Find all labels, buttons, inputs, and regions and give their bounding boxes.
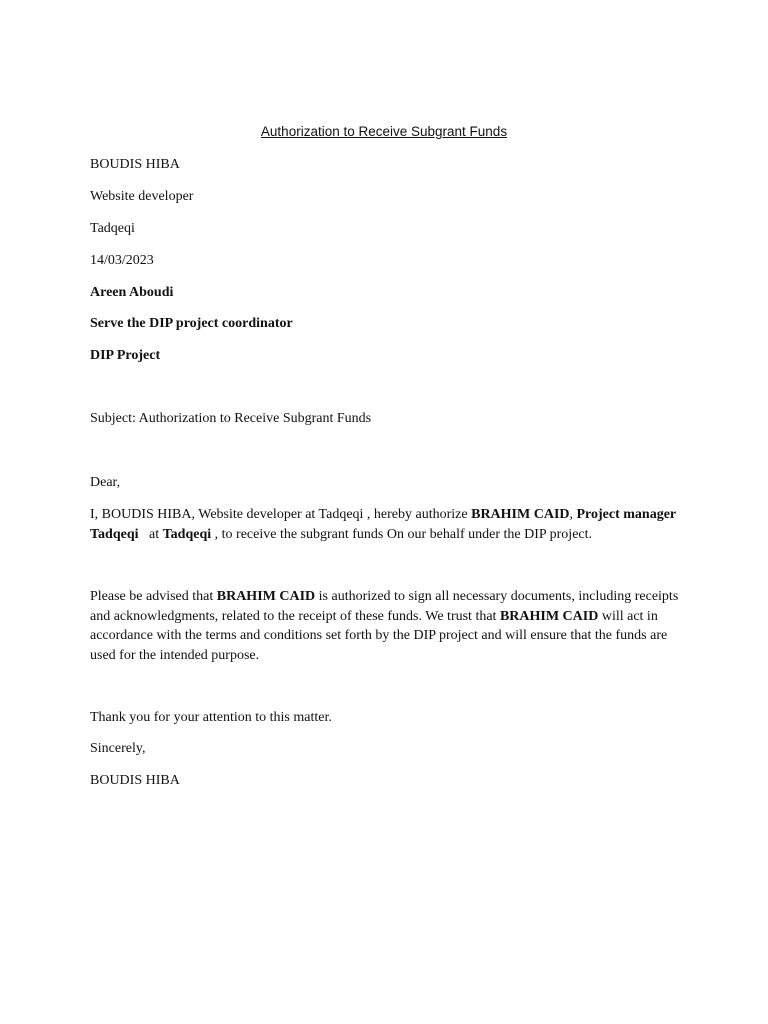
salutation: Dear, xyxy=(90,475,121,490)
sender-name: BOUDIS HIBA xyxy=(90,157,180,172)
paragraph-advisory xyxy=(90,587,680,665)
recipient-role: Serve the DIP project coordinator xyxy=(90,316,293,331)
para1-text-1: I, BOUDIS HIBA, Website developer at Tadqeqi , hereby authorize xyxy=(90,507,472,522)
para1-authorized-role: Project manager Tadqeqi xyxy=(90,507,676,542)
para2-authorized-person-2: BRAHIM CAID xyxy=(499,608,599,624)
thanks-line: Thank you for your attention to this matter. xyxy=(90,710,332,725)
sender-organization: Tadqeqi xyxy=(90,221,135,236)
para1-organization: Tadqeqi xyxy=(162,526,212,542)
recipient-project: DIP Project xyxy=(90,348,161,363)
letter-date: 14/03/2023 xyxy=(90,253,154,268)
paragraph-authorization xyxy=(90,505,680,544)
para2-text-2: is authorized to sign all necessary documents, including receipts and acknowledgments, related to the receipt of these funds. We trust that xyxy=(90,589,679,624)
recipient-name: Areen Aboudi xyxy=(90,285,174,300)
document-title: Authorization to Receive Subgrant Funds xyxy=(260,124,508,139)
para2-text-3: will act in accordance with the terms and conditions set forth by the DIP project and will ensure that the funds are used for the intended purpose. xyxy=(90,608,668,663)
closing-line: Sincerely, xyxy=(90,741,146,756)
signature-name: BOUDIS HIBA xyxy=(90,773,180,788)
para2-authorized-person-1: BRAHIM CAID xyxy=(216,589,316,604)
para1-authorized-person: BRAHIM CAID xyxy=(471,507,570,522)
para1-text-4: , to receive the subgrant funds On our behalf under the DIP project. xyxy=(211,526,593,542)
para2-text-1: Please be advised that xyxy=(90,589,217,604)
sender-position: Website developer xyxy=(90,189,194,204)
para1-text-2: , xyxy=(569,507,577,522)
subject-line: Subject: Authorization to Receive Subgrant Funds xyxy=(90,411,372,426)
para1-text-3: at xyxy=(138,526,163,542)
